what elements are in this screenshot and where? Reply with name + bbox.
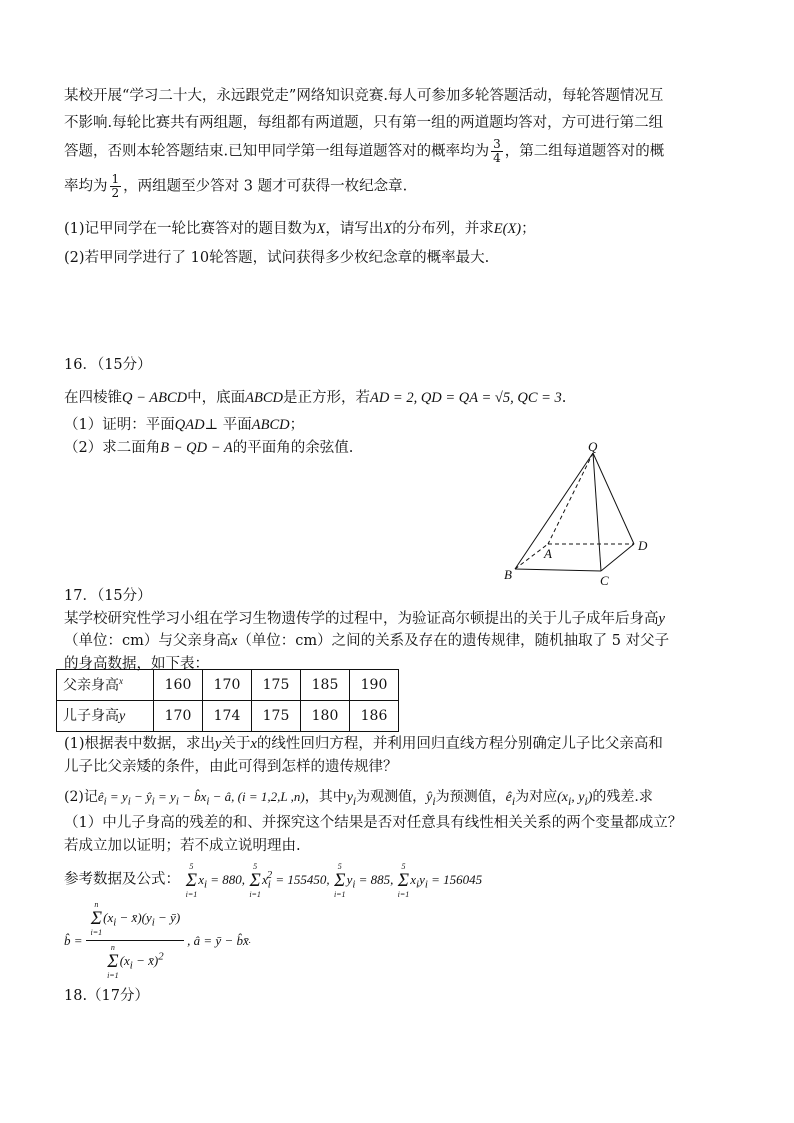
var-x: x [230,633,238,649]
q-text: 为观测值， [356,789,427,805]
p18-heading: 18.（17分） [64,988,150,1004]
p15-line-3-text-b: ，第二组每道题答对的概 [504,143,665,160]
lim-bot: i=1 [397,889,410,899]
m: = y [106,789,128,804]
var: y [119,708,126,724]
m: x [410,871,417,887]
q-text: 的平面角的余弦值. [232,439,354,456]
p16-heading: 16．（15分） [64,357,152,373]
a-hat-formula: , â = ȳ − b̂x̄ [187,932,249,948]
lim-bot: i=1 [107,970,119,980]
frac-den: 4 [493,151,501,165]
q-text: ，其中 [304,789,347,805]
regression-formula [64,899,251,980]
lim-bot: i=1 [90,927,103,937]
math: ABCD [251,417,290,433]
pyramid-figure [490,440,670,590]
q-text: (1)记甲同学在一轮比赛答对的题目数为 [64,221,317,237]
math: QAD [174,417,205,433]
p15-line-4 [64,173,730,200]
s-text: 是正方形，若 [282,389,370,406]
table-row-father [57,670,399,701]
s-text: 中，底面 [187,389,246,406]
m: − â, (i = 1,2,L ,n) [209,789,305,804]
math: B − QD − A [160,439,233,456]
ref-formulas: 5 Σ i=1 $x_i = 880$, 5 Σ i=1 $x_i^2 = 155450$, 5 Σ i=1 $y_i = 885$, 5 Σ i=1 $x_iy_i = 156045$ [185,861,483,899]
label-B: B [504,567,512,582]
m: − b̂x [178,789,207,804]
b-hat-numerator: n Σ i=1 ($x_i$ − $x̄)(y_i$ − ȳ) [86,900,185,941]
lim-top: n [94,899,99,909]
p17-line-2 [64,634,730,649]
m: − ȳ) [154,909,181,925]
m: , y [571,790,585,805]
p15-line-4-text: 率均为 [64,178,108,195]
p15-question-1 [64,222,730,237]
lim-top: 5 [189,861,194,871]
p17-question-2: (2)记$ê_i = y_i$ − $ŷ_i = y_i$ − $b̂x_i$ − â, (i = 1,2,L ,n)，其中$y_i$为观测值，$ŷ_i$为预测值，$ê_i$为对应($x_i$, $y_i$)的残差.求 [64,789,653,808]
m: = 156045 [427,871,483,887]
p16-statement [64,391,730,406]
table-cell: 175 [252,701,301,732]
residual-def: $ê_i = y_i$ − $ŷ_i = y_i$ − $b̂x_i$ − â, (i = 1,2,L ,n) [97,789,305,808]
label-D: D [638,538,648,553]
table-cell: 170 [154,701,203,732]
problem-17 [64,589,730,671]
edge-QD [593,453,634,544]
frac-den: 2 [111,186,120,200]
table-row-son [57,701,399,732]
edge-QA [548,453,593,544]
p17-question-1 [64,737,730,752]
p15-question-2: (2)若甲同学进行了 10轮答题，试问获得多少枚纪念章的概率最大. [64,249,490,266]
height-data-table [56,669,399,732]
table-cell: 175 [252,670,301,701]
sum-sign: 5 Σ i=1 [185,861,198,899]
p17-heading: 17．（15分） [64,588,152,604]
p17-line-1 [64,612,730,627]
math: ABCD [245,389,283,406]
sum-sign: 5 Σ i=1 [249,861,261,899]
edge-QB [515,453,593,569]
ref-label: 参考数据及公式： [64,871,180,888]
table-cell: 174 [203,701,252,732]
lim-bot: i=1 [249,889,261,899]
edge-QC [593,453,601,571]
label-C: C [600,573,609,588]
p15-line-2: 不影响.每轮比赛共有两组题，每组都有两道题，只有第一组的两道题均答对，方可进行第二组 [64,114,664,131]
lim-top: n [110,942,115,952]
problem-18 [64,989,730,1004]
math: AD = 2, QD = QA = √5, QC = 3 [369,389,562,406]
sum-sign: 5 Σ i=1 [333,861,346,899]
s-text: 在四棱锥 [64,389,122,406]
problem-15 [64,89,730,265]
m: y [419,871,425,887]
p15-line-4-text-b: ，两组题至少答对 3 题才可获得一枚纪念章. [123,178,408,195]
m: . [248,934,251,945]
label-A: A [544,546,552,561]
m: y [346,790,353,805]
p15-line-3-text: 答题，否则本轮答题结束.已知甲同学第一组每道题答对的概率均为 [64,143,490,160]
b-hat-denominator: n Σ i=1 ($x_i$ − x̄)$^2$ [107,942,164,980]
p16-question-1 [64,418,730,433]
table-cell: 170 [203,670,252,701]
var-y: y [215,736,222,752]
q-text: 的分布列，并求 [392,221,494,237]
q-text: 的线性回归方程，并利用回归直线方程分别确定儿子比父亲高和 [256,736,663,752]
label-Q: Q [588,439,598,454]
var: x [119,676,123,687]
p17-question-1-cont: 儿子比父亲矮的条件，由此可得到怎样的遗传规律？ [64,758,398,775]
m: y [346,871,353,887]
m: = 885, [355,871,394,887]
p15-line-1: 某校开展“学习二十大，永远跟党走”网络知识竞赛.每人可参加多轮答题活动，每轮答题情况互 [64,88,664,104]
m: = 155450, [272,871,330,887]
q-text: 的残差.求 [592,789,653,805]
m: = y [154,789,176,804]
var-y: y [658,610,665,627]
q-text: (2)记 [64,789,98,805]
table-cell: 185 [301,670,350,701]
table-cell: 160 [154,670,203,701]
problem-17-questions [64,736,730,899]
table-cell: 180 [301,701,350,732]
m: ) [587,790,593,805]
m: − ŷ [130,789,152,804]
expectation: E(X) [493,221,522,237]
q-text: （1）证明：平面 [64,417,175,433]
p17-reference-data [64,859,730,899]
fraction-one-half [110,173,122,200]
label-text: 父亲身高 [63,677,119,694]
m: ŷ [426,790,433,805]
b-hat-label: b̂ = [64,932,83,948]
p17-question-2-cont-2: 若成立加以证明；若不成立说明理由. [64,837,301,854]
math: Q − ABCD [122,389,188,406]
m: ê [505,790,512,805]
row-label [57,670,154,701]
m: − x̄)(y [116,909,152,925]
m: = 880, [207,871,246,887]
q-text: 关于 [221,736,251,752]
frac-num: 3 [493,137,501,151]
q-text: (1)根据表中数据，求出 [64,736,216,752]
sum-sign: n Σ i=1 [90,899,103,937]
table-cell: 190 [350,670,399,701]
var-x: X [316,221,326,237]
m: − x̄) [132,952,159,968]
p17-line-3: 的身高数据，如下表： [64,655,209,672]
lim-top: 5 [253,861,258,871]
q-text: ； [521,221,536,237]
s-text: （单位：cm）之间的关系及存在的遗传规律，随机抽取了 5 对父子 [237,633,670,649]
s-text: 某学校研究性学习小组在学习生物遗传学的过程中，为验证高尔顿提出的关于儿子成年后身高 [64,610,659,627]
s-text: （单位：cm）与父亲身高 [64,633,231,649]
table-cell: 186 [350,701,399,732]
lim-top: 5 [337,861,342,871]
b-hat-fraction [86,900,185,981]
edge-BC [515,569,601,571]
m: x [261,871,268,887]
m: x [198,871,205,887]
frac-num: 1 [111,172,120,186]
label-text: 儿子身高 [63,707,119,724]
m: (x [119,952,130,968]
sum-sign: n Σ i=1 [107,942,119,980]
q-text: （2）求二面角 [64,439,161,456]
lim-top: 5 [401,861,406,871]
p15-line-3 [64,138,730,165]
p17-question-2-cont-1: （1）中儿子身高的残差的和、并探究这个结果是否对任意具有线性相关关系的两个变量都成立？ [64,815,683,832]
lim-bot: i=1 [333,889,346,899]
e-hat: ê [97,789,104,804]
m: (x [557,790,568,805]
m: (x [103,909,114,925]
q-text: ，请写出 [325,221,384,237]
row-label [57,701,154,732]
fraction-three-quarters [491,138,503,165]
q-text: ； [289,417,305,433]
var-x: x [250,736,257,752]
edge-CD [601,544,634,571]
var-x: X [383,221,393,237]
s-text: . [561,389,567,406]
q-text: 为对应 [515,789,558,805]
lim-bot: i=1 [185,889,198,899]
sum-sign: 5 Σ i=1 [397,861,410,899]
q-text: 为预测值， [435,789,506,805]
q-text: ⊥ 平面 [204,417,252,433]
